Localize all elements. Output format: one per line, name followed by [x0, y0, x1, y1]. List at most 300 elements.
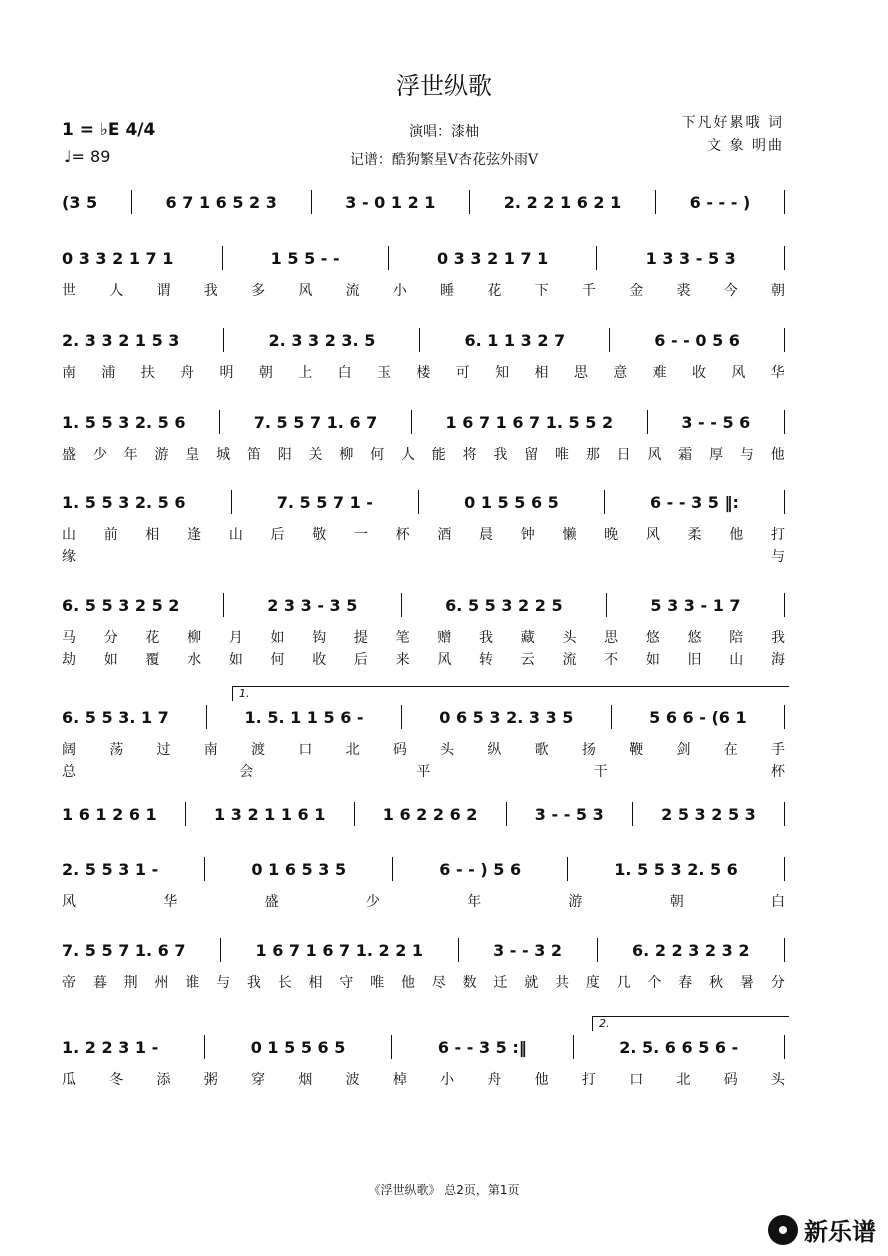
lyric-syllable: 悠 — [687, 630, 702, 646]
lyric-syllable: 暮 — [92, 975, 107, 991]
measure: 6 - - ) 5 6 — [439, 859, 522, 879]
barline — [784, 593, 785, 617]
lyric-syllable: 舟 — [180, 365, 195, 381]
measure: 1. 5 5 3 2. 5 6 — [62, 412, 186, 432]
lyric-syllable: 风 — [647, 447, 662, 463]
page-footer: 《浮世纵歌》 总2页，第1页 — [368, 1183, 520, 1197]
lyric-syllable: 千 — [581, 283, 596, 299]
lyric-syllable: 码 — [723, 1072, 738, 1088]
lyric-syllable: 唯 — [555, 447, 569, 463]
measure: 1 6 7 1 6 7 1. 5 5 2 — [445, 412, 614, 432]
lyric-syllable: 盛 — [264, 894, 279, 910]
barline — [401, 705, 402, 729]
lyric-syllable: 秋 — [709, 975, 724, 991]
score-system-6 — [62, 593, 785, 617]
lyric-line — [62, 280, 785, 300]
barline — [204, 1035, 205, 1059]
lyric-syllable: 藏 — [520, 630, 535, 646]
barline — [597, 938, 598, 962]
lyric-syllable: 如 — [103, 652, 118, 668]
lyric-syllable: 悠 — [645, 630, 660, 646]
lyric-syllable: 敬 — [312, 527, 327, 543]
barline — [469, 190, 470, 214]
barline — [223, 593, 224, 617]
measure: 7. 5 5 7 1. 6 7 — [253, 412, 378, 432]
lyric-syllable: 我 — [203, 283, 218, 299]
lyric-syllable: 关 — [308, 447, 323, 463]
lyric-syllable: 在 — [723, 742, 738, 758]
lyric-syllable: 我 — [479, 630, 494, 646]
barline — [784, 802, 785, 826]
lyric-syllable: 纵 — [487, 742, 502, 758]
measure: 1 6 7 1 6 7 1. 2 2 1 — [255, 940, 424, 960]
lyric-syllable: 剑 — [676, 742, 691, 758]
lyric-syllable: 个 — [647, 975, 662, 991]
barline — [401, 593, 402, 617]
lyric-syllable: 思 — [604, 630, 619, 646]
lyric-syllable: 他 — [770, 447, 785, 463]
lyric-syllable: 意 — [613, 365, 628, 381]
lyric-syllable: 过 — [156, 742, 171, 758]
lyric-syllable: 钩 — [312, 630, 327, 646]
lyric-syllable: 渡 — [251, 742, 266, 758]
lyric-syllable: 几 — [616, 975, 631, 991]
barline — [647, 410, 648, 434]
barline — [784, 410, 785, 434]
lyric-syllable: 口 — [298, 742, 313, 758]
lyric-syllable: 笛 — [246, 447, 261, 463]
lyric-syllable: 长 — [277, 975, 292, 991]
barline — [784, 190, 785, 214]
lyric-syllable: 头 — [440, 742, 455, 758]
lyric-line — [62, 1069, 785, 1089]
lyric-line — [62, 739, 785, 759]
lyric-syllable: 南 — [203, 742, 218, 758]
barline — [784, 490, 785, 514]
volta-2: 2. — [592, 1016, 789, 1031]
logo-text: 新乐谱 — [804, 1218, 876, 1246]
lyric-syllable: 尽 — [431, 975, 446, 991]
lyric-syllable: 今 — [723, 283, 738, 299]
measure: 1 6 2 2 6 2 — [382, 804, 478, 824]
lyric-syllable: 风 — [731, 365, 746, 381]
lyric-syllable: 风 — [437, 652, 452, 668]
measure: 1 6 1 2 6 1 — [62, 804, 157, 824]
lyric-syllable: 后 — [270, 527, 285, 543]
barline — [567, 857, 568, 881]
barline — [391, 1035, 392, 1059]
lyric-syllable: 那 — [585, 447, 600, 463]
measure: 0 6 5 3 2. 3 3 5 — [439, 707, 574, 727]
lyric-syllable: 世 — [62, 283, 76, 299]
lyric-syllable: 我 — [246, 975, 261, 991]
measure: 3 - - 5 6 — [681, 412, 751, 432]
lyric-syllable: 粥 — [203, 1072, 218, 1088]
measure: 0 1 5 5 6 5 — [250, 1037, 346, 1057]
measure: 3 - 0 1 2 1 — [345, 192, 436, 212]
barline — [596, 246, 597, 270]
barline — [784, 938, 785, 962]
lyric-syllable: 杯 — [771, 764, 785, 780]
barline — [606, 593, 607, 617]
barline — [784, 246, 785, 270]
measure: 6 - - 3 5 ‖: — [649, 492, 739, 512]
lyric-syllable: 能 — [431, 447, 446, 463]
lyric-syllable: 将 — [462, 447, 477, 463]
lyric-syllable: 留 — [524, 447, 539, 463]
lyric-syllable: 明 — [219, 365, 234, 381]
lyric-syllable: 相 — [534, 365, 549, 381]
lyric-syllable: 阳 — [277, 447, 292, 463]
lyric-syllable: 小 — [392, 283, 407, 299]
lyric-syllable: 一 — [353, 527, 368, 543]
measure: 3 - - 3 2 — [493, 940, 563, 960]
lyric-syllable: 北 — [676, 1072, 691, 1088]
barline — [611, 705, 612, 729]
lyric-syllable: 金 — [629, 283, 644, 299]
score-system-11 — [62, 1035, 785, 1059]
barline — [632, 802, 633, 826]
barline — [388, 246, 389, 270]
lyric-syllable: 手 — [770, 742, 785, 758]
score-system-3 — [62, 328, 785, 352]
barline — [204, 857, 205, 881]
lyric-syllable: 何 — [370, 447, 385, 463]
barline — [311, 190, 312, 214]
lyric-syllable: 月 — [228, 630, 243, 646]
lyric-syllable: 州 — [154, 975, 169, 991]
lyric-syllable: 懒 — [562, 527, 577, 543]
measure: 2. 3 3 2 3. 5 — [268, 330, 376, 350]
lyric-syllable: 他 — [534, 1072, 549, 1088]
lyric-syllable: 扶 — [140, 365, 155, 381]
measure: 2 3 3 - 3 5 — [267, 595, 358, 615]
lyric-syllable: 风 — [62, 894, 76, 910]
measure: 6 - - 3 5 :‖ — [437, 1037, 527, 1057]
lyric-syllable: 少 — [365, 894, 380, 910]
lyric-syllable: 小 — [440, 1072, 455, 1088]
score-system-8 — [62, 802, 785, 826]
lyric-syllable: 与 — [739, 447, 754, 463]
measure: 6. 2 2 3 2 3 2 — [632, 940, 750, 960]
lyric-syllable: 谓 — [156, 283, 171, 299]
lyric-line — [62, 362, 785, 382]
lyric-syllable: 少 — [92, 447, 107, 463]
score-system-7 — [62, 705, 785, 729]
lyric-syllable: 相 — [145, 527, 160, 543]
key-signature: 1 = ♭E 4/4 — [62, 120, 156, 140]
lyric-line — [62, 761, 785, 781]
lyric-line — [62, 444, 785, 464]
barline — [411, 410, 412, 434]
measure: 5 3 3 - 1 7 — [650, 595, 741, 615]
lyricist-credit: 下凡好累哦 词 — [681, 115, 784, 131]
score-system-2 — [62, 246, 785, 270]
measure: 6. 5 5 3 2 2 5 — [445, 595, 563, 615]
lyric-syllable: 与 — [216, 975, 231, 991]
lyric-syllable: 他 — [729, 527, 744, 543]
barline — [131, 190, 132, 214]
lyric-syllable: 歌 — [534, 742, 549, 758]
lyric-syllable: 流 — [345, 283, 360, 299]
lyric-line — [62, 972, 785, 992]
lyric-syllable: 柔 — [687, 527, 702, 543]
lyric-syllable: 柳 — [339, 447, 354, 463]
song-title: 浮世纵歌 — [396, 72, 492, 100]
lyric-syllable: 霜 — [678, 447, 693, 463]
lyric-syllable: 南 — [62, 365, 76, 381]
lyric-syllable: 如 — [228, 652, 243, 668]
lyric-syllable: 云 — [520, 652, 535, 668]
lyric-syllable: 波 — [345, 1072, 360, 1088]
measure: 7. 5 5 7 1. 6 7 — [62, 940, 186, 960]
lyric-syllable: 不 — [604, 652, 619, 668]
lyric-syllable: 收 — [692, 365, 706, 381]
lyric-syllable: 笔 — [395, 630, 410, 646]
lyric-syllable: 平 — [416, 764, 431, 780]
lyric-syllable: 酒 — [437, 527, 452, 543]
barline — [784, 857, 785, 881]
lyric-syllable: 何 — [270, 652, 285, 668]
lyric-syllable: 思 — [573, 365, 588, 381]
lyric-syllable: 总 — [62, 764, 76, 780]
lyric-syllable: 头 — [562, 630, 577, 646]
measure: 0 1 6 5 3 5 — [251, 859, 347, 879]
measure: 6 - - - ) — [689, 192, 751, 212]
transcriber-credit: 记谱：酷狗繁星V杏花弦外雨V — [349, 152, 539, 168]
lyric-syllable: 流 — [562, 652, 577, 668]
barline — [231, 490, 232, 514]
lyric-syllable: 转 — [479, 652, 494, 668]
lyric-syllable: 谁 — [185, 975, 200, 991]
lyric-syllable: 码 — [392, 742, 407, 758]
lyric-syllable: 前 — [103, 527, 118, 543]
barline — [419, 328, 420, 352]
lyric-syllable: 提 — [353, 630, 368, 646]
measure: 3 - - 5 3 — [534, 804, 604, 824]
lyric-syllable: 烟 — [298, 1072, 313, 1088]
lyric-syllable: 旧 — [687, 652, 702, 668]
measure: 1. 2 2 3 1 - — [62, 1037, 159, 1057]
composer-credit: 文 象 明曲 — [707, 138, 784, 154]
lyric-syllable: 守 — [339, 975, 354, 991]
lyric-syllable: 打 — [770, 527, 785, 543]
barline — [223, 328, 224, 352]
lyric-syllable: 冬 — [109, 1072, 124, 1088]
lyric-syllable: 鞭 — [629, 742, 644, 758]
lyric-syllable: 后 — [353, 652, 368, 668]
lyric-syllable: 度 — [585, 975, 600, 991]
lyric-syllable: 晚 — [604, 527, 619, 543]
measure: 5 6 6 - (6 1 — [649, 707, 747, 727]
barline — [655, 190, 656, 214]
lyric-syllable: 春 — [678, 975, 693, 991]
lyric-syllable: 就 — [524, 975, 539, 991]
lyric-syllable: 游 — [568, 894, 583, 910]
lyric-syllable: 盛 — [62, 447, 76, 463]
measure: 6 - - 0 5 6 — [654, 330, 740, 350]
barline — [609, 328, 610, 352]
tempo-marking: ♩= 89 — [64, 147, 111, 166]
lyric-syllable: 添 — [156, 1072, 171, 1088]
barline — [222, 246, 223, 270]
lyric-syllable: 朝 — [770, 283, 785, 299]
barline — [506, 802, 507, 826]
lyric-syllable: 如 — [645, 652, 660, 668]
barline — [220, 938, 221, 962]
lyric-syllable: 风 — [298, 283, 313, 299]
lyric-syllable: 帝 — [62, 975, 76, 991]
measure: 2. 5. 6 6 5 6 - — [619, 1037, 739, 1057]
measure: 1. 5 5 3 2. 5 6 — [62, 492, 186, 512]
lyric-syllable: 逢 — [187, 527, 202, 543]
score-system-4 — [62, 410, 785, 434]
lyric-syllable: 北 — [345, 742, 360, 758]
barline — [185, 802, 186, 826]
lyric-syllable: 晨 — [479, 527, 494, 543]
lyric-syllable: 多 — [251, 283, 266, 299]
barline — [206, 705, 207, 729]
lyric-line — [62, 649, 785, 669]
lyric-line — [62, 627, 785, 647]
lyric-syllable: 荆 — [123, 975, 138, 991]
singer-credit: 演唱：漆柚 — [409, 124, 479, 140]
lyric-syllable: 朝 — [258, 365, 273, 381]
barline — [784, 705, 785, 729]
lyric-syllable: 浦 — [101, 365, 116, 381]
lyric-syllable: 打 — [581, 1072, 596, 1088]
measure: 2. 3 3 2 1 5 3 — [62, 330, 180, 350]
lyric-syllable: 暑 — [739, 975, 754, 991]
lyric-syllable: 棹 — [392, 1072, 407, 1088]
barline — [784, 328, 785, 352]
lyric-syllable: 阔 — [62, 742, 76, 758]
lyric-syllable: 他 — [400, 975, 415, 991]
measure: 2. 2 2 1 6 2 1 — [503, 192, 622, 212]
lyric-syllable: 人 — [400, 447, 415, 463]
lyric-syllable: 与 — [771, 549, 785, 565]
measure: 1. 5. 1 1 5 6 - — [244, 707, 364, 727]
lyric-syllable: 缘 — [62, 549, 76, 565]
lyric-syllable: 来 — [395, 652, 410, 668]
lyric-syllable: 陪 — [729, 630, 744, 646]
measure: 6. 5 5 3 2 5 2 — [62, 595, 180, 615]
lyric-syllable: 玉 — [377, 365, 391, 381]
lyric-syllable: 瓜 — [62, 1072, 76, 1088]
measure: 1 3 3 - 5 3 — [645, 248, 736, 268]
measure: 1. 5 5 3 2. 5 6 — [614, 859, 738, 879]
lyric-syllable: 迁 — [493, 975, 508, 991]
measure: 2. 5 5 3 1 - — [62, 859, 159, 879]
measure: 0 3 3 2 1 7 1 — [436, 248, 549, 268]
lyric-syllable: 日 — [616, 447, 631, 463]
lyric-syllable: 钟 — [520, 527, 535, 543]
lyric-syllable: 覆 — [145, 652, 160, 668]
lyric-syllable: 赠 — [437, 630, 452, 646]
barline — [604, 490, 605, 514]
lyric-syllable: 扬 — [581, 742, 596, 758]
lyric-syllable: 白 — [337, 365, 352, 381]
lyric-syllable: 会 — [239, 764, 254, 780]
lyric-line — [62, 546, 785, 566]
volta-1: 1. — [232, 686, 789, 701]
measure: 6. 1 1 3 2 7 — [464, 330, 566, 350]
lyric-syllable: 风 — [645, 527, 660, 543]
lyric-syllable: 年 — [123, 447, 138, 463]
lyric-syllable: 皇 — [185, 447, 200, 463]
lyric-line — [62, 524, 785, 544]
lyric-syllable: 杯 — [395, 527, 410, 543]
lyric-syllable: 知 — [495, 365, 510, 381]
barline — [458, 938, 459, 962]
barline — [354, 802, 355, 826]
lyric-syllable: 城 — [216, 447, 231, 463]
lyric-syllable: 唯 — [370, 975, 385, 991]
lyric-line — [62, 891, 785, 911]
lyric-syllable: 如 — [270, 630, 285, 646]
lyric-syllable: 相 — [308, 975, 323, 991]
lyric-syllable: 裘 — [676, 283, 691, 299]
measure: (3 5 — [62, 192, 98, 212]
lyric-syllable: 厚 — [709, 447, 724, 463]
measure: 7. 5 5 7 1 - — [276, 492, 373, 512]
score-system-9 — [62, 857, 785, 881]
measure: 1 5 5 - - — [270, 248, 340, 268]
lyric-syllable: 年 — [467, 894, 482, 910]
lyric-syllable: 华 — [770, 365, 785, 381]
measure: 0 3 3 2 1 7 1 — [62, 248, 174, 268]
lyric-syllable: 分 — [770, 975, 785, 991]
lyric-syllable: 口 — [629, 1072, 644, 1088]
lyric-syllable: 收 — [312, 652, 327, 668]
lyric-syllable: 白 — [770, 894, 785, 910]
lyric-syllable: 舟 — [487, 1072, 502, 1088]
lyric-syllable: 山 — [62, 527, 76, 543]
lyric-syllable: 水 — [187, 652, 202, 668]
lyric-syllable: 柳 — [187, 630, 202, 646]
lyric-syllable: 下 — [534, 283, 549, 299]
lyric-syllable: 山 — [228, 527, 243, 543]
lyric-syllable: 游 — [154, 447, 169, 463]
measure: 2 5 3 2 5 3 — [661, 804, 756, 824]
lyric-syllable: 我 — [770, 630, 785, 646]
barline — [418, 490, 419, 514]
lyric-syllable: 共 — [555, 975, 569, 991]
lyric-syllable: 可 — [455, 365, 470, 381]
measure: 6 7 1 6 5 2 3 — [165, 192, 277, 212]
lyric-syllable: 海 — [770, 652, 785, 668]
score-system-1 — [62, 190, 785, 214]
barline — [573, 1035, 574, 1059]
lyric-syllable: 难 — [652, 365, 667, 381]
lyric-syllable: 数 — [462, 975, 477, 991]
lyric-syllable: 人 — [109, 283, 124, 299]
lyric-syllable: 山 — [729, 652, 744, 668]
lyric-syllable: 分 — [103, 630, 118, 646]
score-system-10 — [62, 938, 785, 962]
barline — [392, 857, 393, 881]
lyric-syllable: 楼 — [416, 365, 431, 381]
measure: 0 1 5 5 6 5 — [464, 492, 559, 512]
lyric-syllable: 荡 — [109, 742, 124, 758]
lyric-syllable: 朝 — [669, 894, 684, 910]
measure: 1 3 2 1 1 6 1 — [214, 804, 326, 824]
barline — [784, 1035, 785, 1059]
lyric-syllable: 上 — [298, 365, 313, 381]
lyric-syllable: 头 — [770, 1072, 785, 1088]
lyric-syllable: 我 — [493, 447, 508, 463]
lyric-syllable: 马 — [62, 630, 76, 646]
